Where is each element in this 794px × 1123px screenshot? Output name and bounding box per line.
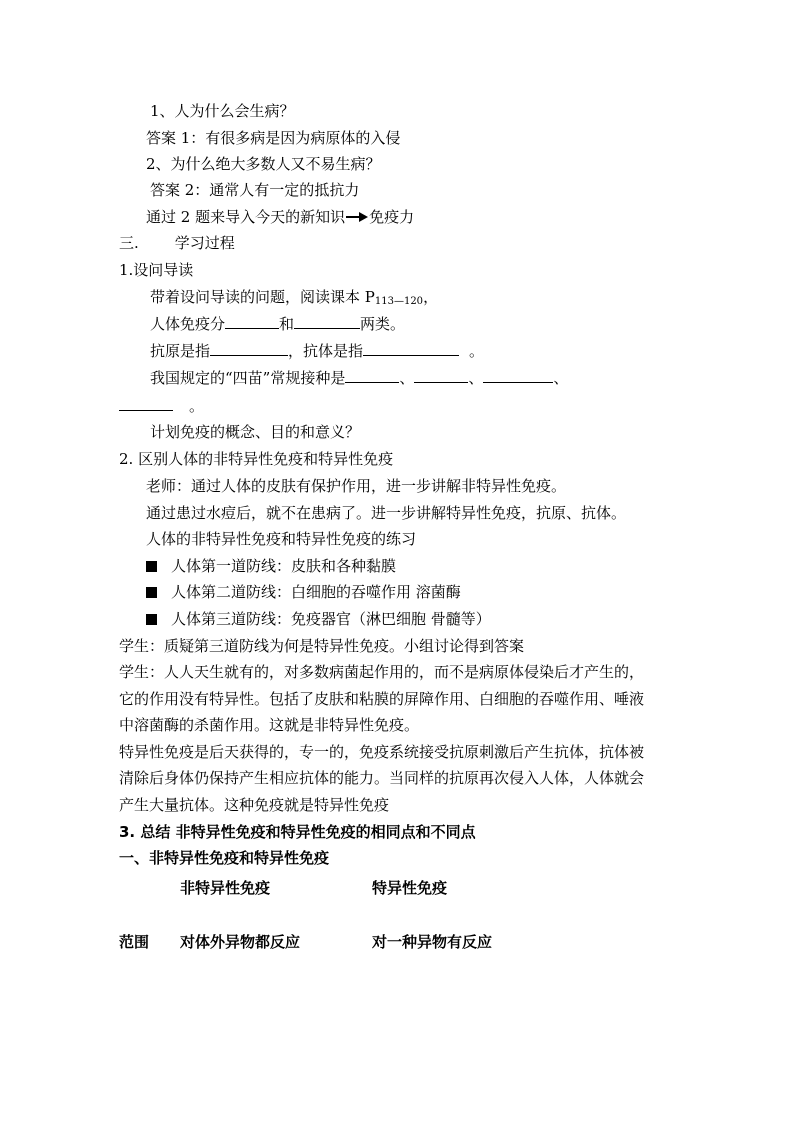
question-2: 2、为什么绝大多数人又不易生病？: [146, 155, 381, 173]
arrow-right-icon: [346, 210, 368, 224]
plan-immunity-question: 计划免疫的概念、目的和意义？: [150, 423, 361, 441]
answer-2: 答案 2：通常人有一定的抵抗力: [150, 181, 360, 199]
defense-line-1: [146, 556, 396, 576]
fill-blank[interactable]: [363, 341, 459, 356]
table-header-specific: 特异性免疫: [372, 879, 448, 897]
question-1: 1、人为什么会生病？: [150, 102, 295, 120]
defense-line-2: [146, 582, 461, 602]
fill-blank[interactable]: [225, 314, 279, 329]
fill-blank[interactable]: [119, 396, 173, 411]
fill-blank[interactable]: [210, 341, 288, 356]
defense-line-3: [146, 609, 491, 629]
section-3-heading: [119, 233, 235, 253]
defense-line-text: 人体第三道防线：免疫器官（淋巴细胞 骨髓等）: [171, 610, 491, 628]
antigen-question: [150, 341, 484, 361]
specific-immunity-line: 特异性免疫是后天获得的，专一的，免疫系统接受抗原刺激后产生抗体，抗体被: [119, 743, 645, 761]
page-range: 113—120: [374, 296, 424, 307]
types-text-c: 两类。: [360, 315, 406, 333]
section-3-number: 三.: [119, 234, 139, 252]
defense-line-text: 人体第一道防线：皮肤和各种黏膜: [171, 557, 397, 575]
lead-in-target: 免疫力: [369, 208, 415, 226]
types-text-a: 人体免疫分: [150, 315, 226, 333]
guide-heading: 1.设问导读: [119, 261, 194, 279]
antigen-text-c: 。: [469, 342, 485, 360]
student-question: 学生：质疑第三道防线为何是特异性免疫。小组讨论得到答案: [119, 637, 525, 655]
immunity-types-question: [150, 314, 405, 334]
lead-in-line: [146, 207, 414, 227]
practice-title: 人体的非特异性免疫和特异性免疫的练习: [146, 530, 417, 548]
reading-text: 带着设问导读的问题，阅读课本 P: [150, 288, 375, 306]
section-3-title: 学习过程: [174, 234, 235, 252]
specific-immunity-line: 清除后身体仍保持产生相应抗体的能力。当同样的抗原再次侵入人体，人体就会: [119, 769, 645, 787]
table-cell-specific: 对一种异物有反应: [372, 933, 493, 951]
separator: 、: [468, 369, 484, 387]
table-row-label: 范围: [119, 933, 150, 951]
teacher-note: 老师：通过人体的皮肤有保护作用，进一步讲解非特异性免疫。: [146, 477, 567, 495]
answer-1: 答案 1：有很多病是因为病原体的入侵: [146, 129, 401, 147]
square-bullet-icon: [146, 587, 157, 598]
student-answer-line: 学生：人人天生就有的，对多数病菌起作用的，而不是病原体侵染后才产生的，: [119, 663, 645, 681]
vaccine-end: 。: [189, 397, 205, 415]
chickenpox-note: 通过患过水痘后，就不在患病了。进一步讲解特异性免疫，抗原、抗体。: [146, 504, 627, 522]
vaccine-question: [150, 368, 568, 388]
defense-line-text: 人体第二道防线：白细胞的吞噬作用 溶菌酶: [171, 583, 461, 601]
distinguish-heading: 2. 区别人体的非特异性免疫和特异性免疫: [119, 450, 394, 468]
reading-punct: ，: [423, 288, 439, 306]
table-cell-nonspecific: 对体外异物都反应: [180, 933, 301, 951]
types-text-b: 和: [279, 315, 295, 333]
fill-blank[interactable]: [345, 368, 399, 383]
vaccine-question-cont: [119, 396, 204, 416]
vaccine-text: 我国规定的“四苗”常规接种是: [150, 369, 346, 387]
fill-blank[interactable]: [414, 368, 468, 383]
antigen-text-b: ，抗体是指: [288, 342, 364, 360]
separator: 、: [553, 369, 569, 387]
student-answer-line: 它的作用没有特异性。包括了皮肤和粘膜的屏障作用、白细胞的吞噬作用、唾液: [119, 690, 645, 708]
lead-in-text: 通过 2 题来导入今天的新知识: [146, 208, 346, 226]
summary-heading: 3. 总结 非特异性免疫和特异性免疫的相同点和不同点: [119, 823, 476, 841]
table-header-nonspecific: 非特异性免疫: [180, 879, 271, 897]
summary-subheading: 一、非特异性免疫和特异性免疫: [119, 849, 330, 867]
separator: 、: [399, 369, 415, 387]
fill-blank[interactable]: [483, 368, 553, 383]
square-bullet-icon: [146, 561, 157, 572]
specific-immunity-line: 产生大量抗体。这种免疫就是特异性免疫: [119, 796, 390, 814]
student-answer-line: 中溶菌酶的杀菌作用。这就是非特异性免疫。: [119, 716, 420, 734]
fill-blank[interactable]: [294, 314, 360, 329]
square-bullet-icon: [146, 614, 157, 625]
antigen-text-a: 抗原是指: [150, 342, 211, 360]
reading-instruction: [150, 287, 438, 312]
